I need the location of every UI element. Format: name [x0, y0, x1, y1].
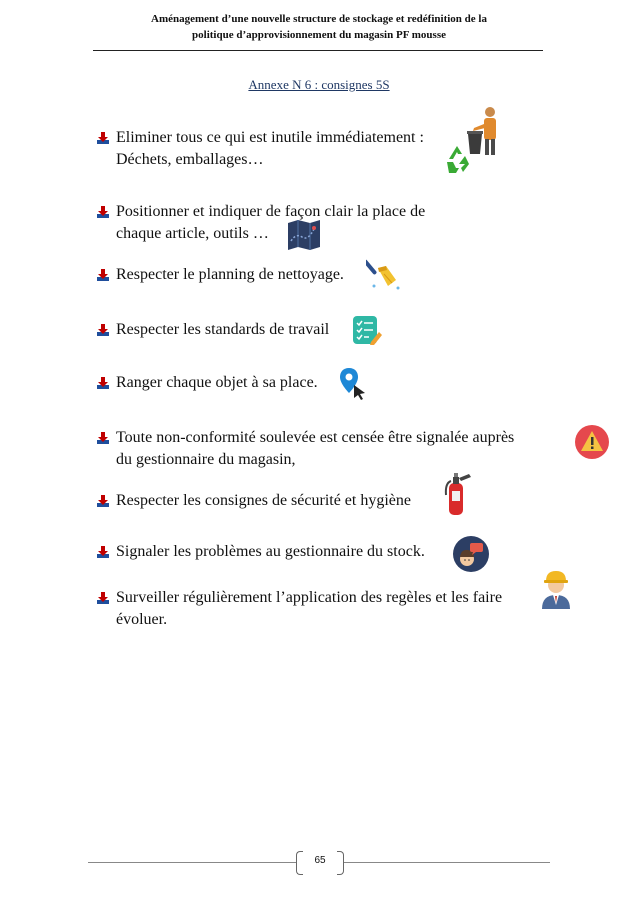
item-text-line: Eliminer tous ce qui est inutile immédiatement :: [116, 129, 424, 146]
manager-speech-icon: [452, 535, 490, 573]
fire-extinguisher-icon: [443, 471, 475, 517]
footer-line-left: [88, 862, 297, 863]
item-text-line: évoluer.: [116, 611, 168, 628]
item-text-line: Respecter le planning de nettoyage.: [116, 266, 344, 283]
annex-title: Annexe N 6 : consignes 5S: [248, 77, 390, 92]
item-text-line: du gestionnaire du magasin,: [116, 451, 296, 468]
bullet-icon: [96, 205, 110, 219]
footer-line-right: [343, 862, 550, 863]
bullet-icon: [96, 323, 110, 337]
item-text-line: chaque article, outils …: [116, 225, 269, 242]
checklist-icon: [351, 314, 383, 346]
item-text-line: Ranger chaque objet à sa place.: [116, 374, 318, 391]
item-text-line: Déchets, emballages…: [116, 151, 264, 168]
trash-recycle-icon: [442, 106, 508, 174]
bullet-icon: [96, 591, 110, 605]
header-line-2: politique d’approvisionnement du magasin PF mousse: [192, 29, 446, 41]
bullet-icon: [96, 494, 110, 508]
item-text-line: Respecter les consignes de sécurité et hygiène: [116, 492, 411, 509]
bullet-icon: [96, 431, 110, 445]
bullet-icon: [96, 131, 110, 145]
header-line-1: Aménagement d’une nouvelle structure de stockage et redéfinition de la: [151, 13, 487, 25]
bullet-icon: [96, 376, 110, 390]
item-text-line: Toute non-conformité soulevée est censée être signalée auprès: [116, 429, 515, 446]
item-text-line: Respecter les standards de travail: [116, 321, 330, 338]
page-number: 65: [314, 855, 326, 866]
item-text-line: Signaler les problèmes au gestionnaire du stock.: [116, 543, 425, 560]
item-text-line: Positionner et indiquer de façon clair la place de: [116, 203, 426, 220]
bullet-icon: [96, 268, 110, 282]
worker-icon: [536, 565, 576, 609]
location-pin-icon: [339, 367, 367, 400]
warning-icon: [574, 424, 610, 460]
map-icon: [286, 219, 322, 251]
broom-icon: [366, 256, 402, 292]
bullet-icon: [96, 545, 110, 559]
header-divider: [93, 50, 543, 51]
item-text-line: Surveiller régulièrement l’application des regèles et les faire: [116, 589, 503, 606]
